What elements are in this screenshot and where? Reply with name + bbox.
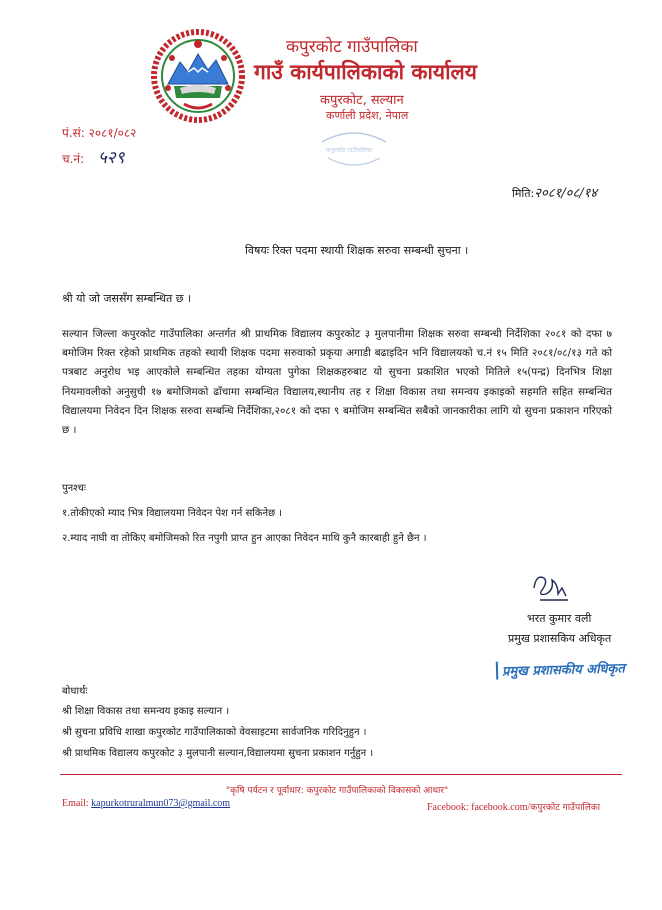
postscript-item: २.म्याद नाघी वा तोकिए बमोजिमको रित नपुगी प्राप्त हुन आएका निवेदन माथि कुनै कारबाही हुने छैन ।	[62, 533, 427, 544]
signature-icon	[528, 568, 572, 606]
municipality-name: कपुरकोट गाउँपालिका	[286, 37, 418, 57]
footer-facebook	[427, 800, 600, 813]
postscript-heading: पुनश्चः	[62, 483, 86, 494]
chalani-value: ५२९	[97, 148, 125, 168]
cc-heading: बोधार्थः	[62, 686, 88, 697]
designation-stamp: प्रमुख प्रशासकीय अधिकृत	[496, 658, 625, 679]
patra-sankhya	[62, 124, 136, 141]
email-link[interactable]: kapurkotruralmun073@gmail.com	[91, 798, 231, 809]
chalani-number	[62, 145, 125, 168]
date-value: २०८१/०८/१४	[534, 186, 598, 201]
letter-salutation: श्री यो जो जससँग सम्बन्धित छ ।	[62, 292, 192, 305]
patra-label: पं.सं:	[62, 126, 85, 140]
footer-divider	[60, 774, 622, 775]
chalani-label: च.नं:	[62, 152, 85, 166]
date-label: मिति:	[512, 187, 535, 200]
cc-item: श्री शिक्षा विकास तथा समन्वय इकाइ सल्यान ।	[62, 706, 230, 717]
postscript-item: १.तोकीएको म्याद भित्र विद्यालयमा निवेदन पेश गर्न सकिनेछ ।	[62, 508, 283, 519]
office-name: गाउँ कार्यपालिकाको कार्यालय	[254, 60, 477, 84]
office-province: कर्णाली प्रदेश, नेपाल	[326, 109, 409, 122]
letter-subject: विषयः रिक्त पदमा स्थायी शिक्षक सरुवा सम्बन्धी सुचना ।	[245, 244, 469, 257]
facebook-link[interactable]: कपुरकोट गाउँपालिका	[530, 803, 601, 813]
signatory-title: प्रमुख प्रशासकिय अधिकृत	[508, 632, 612, 645]
facebook-label: Facebook: facebook.com/	[427, 802, 531, 813]
nepal-emblem-icon	[150, 28, 246, 124]
footer-motto: "कृषि पर्यटन र पूर्वाधार: कपुरकोट गाउँपालिकाको विकासको आधार"	[226, 786, 449, 796]
cc-item: श्री सुचना प्रविधि शाखा कपुरकोट गाउँपालिकाको वेवसाइटमा सार्वजनिक गरिदिनुहुन ।	[62, 727, 367, 738]
signatory-name: भरत कुमार वली	[527, 612, 592, 625]
footer-email	[62, 798, 230, 809]
letter-body: सल्यान जिल्ला कपुरकोट गाउँपालिका अन्तर्गत श्री प्राथमिक विद्यालय कपुरकोट ३ मुलपानीमा शिक्षक सरुवा सम्बन्धी निर्देशिका २०८१ को दफा ७ बमोजिम रिक्त रहेको प्राथमिक तहको स्थायी शिक्षक पदमा सरुवाको प्रकृया अगाडी बढाइदिन भनि विद्यालयको च.नं १५ मिति २०८१/०८/१३ गते को पत्रबाट अनुरोध भइ आएकोले सम्बन्धित तहका योग्यता पुगेका शिक्षकहरुबाट यो सुचना प्रकाशित भएको मितिले १५(पन्द्र) दिनभित्र शिक्षा नियमावलीको अनुसुची १७ बमोजिमको ढाँचामा सम्बन्धित विद्यालय,स्थानीय तह र शिक्षा विकास तथा समन्वय इकाइको सहमति सहित सम्बन्धित विद्यालयमा निवेदन दिन शिक्षक सरुवा सम्बन्धि निर्देशिका,२०८१ को दफा ९ बमोजिम सम्बन्धित सबैको जानकारीका लागि यो सुचना प्रकाशन गरिएको छ ।	[62, 328, 612, 437]
office-location: कपुरकोट, सल्यान	[320, 93, 404, 108]
office-stamp-icon	[318, 122, 390, 174]
email-label: Email:	[62, 798, 92, 809]
svg-text:कपुरकोट गाउँपालिका: कपुरकोट गाउँपालिका	[326, 147, 373, 154]
letter-date	[512, 183, 597, 201]
cc-item: श्री प्राथमिक विद्यालय कपुरकोट ३ मुलपानी सल्यान,विद्यालयमा सुचना प्रकाशन गर्नुहुन ।	[62, 748, 374, 759]
patra-value: २०८१/०८२	[88, 126, 137, 140]
